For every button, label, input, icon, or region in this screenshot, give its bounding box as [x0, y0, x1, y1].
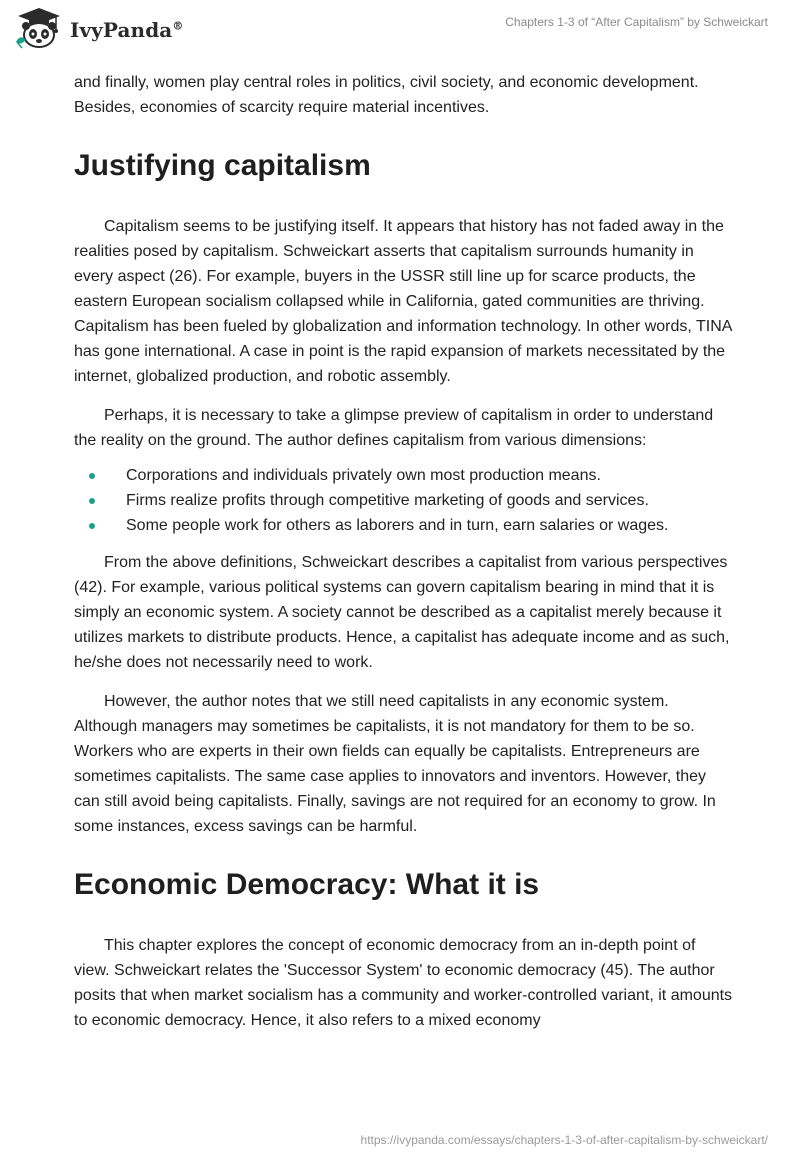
ivypanda-logo[interactable] — [14, 6, 183, 50]
document-title: Chapters 1-3 of “After Capitalism” by Schweickart — [505, 15, 768, 29]
list-item-text: Corporations and individuals privately own most production means. — [126, 467, 601, 484]
intro-paragraph: and finally, women play central roles in politics, civil society, and economic development. Besides, economies of scarcity require material incentives. — [74, 74, 699, 116]
section-heading-justifying-capitalism: Justifying capitalism — [74, 149, 371, 182]
bullet-dot-icon — [89, 523, 95, 529]
list-item — [74, 513, 734, 538]
paragraph: However, the author notes that we still need capitalists in any economic system. Although managers may sometimes be capitalists, it is not mandatory for them to be so. Workers who are experts in their own fields can equally be capitalists. Entrepreneurs are sometimes capitalists. The same case applies to innovators and inventors. However, they can still avoid being capitalists. Finally, savings are not required for an economy to grow. In some instances, excess savings can be harmful. — [74, 693, 716, 835]
bullet-dot-icon — [89, 498, 95, 504]
paragraph: Capitalism seems to be justifying itself. It appears that history has not faded away in the realities posed by capitalism. Schweickart asserts that capitalism surrounds humanity in every aspect (26). For example, buyers in the USSR still line up for scarce products, the eastern European socialism collapsed while in California, gated communities are thriving. Capitalism has been fueled by globalization and information technology. In other words, TINA has gone international. A case in point is the rapid expansion of markets necessitated by the internet, globalized production, and robotic assembly. — [74, 218, 732, 385]
list-item — [74, 463, 734, 488]
bullet-dot-icon — [89, 473, 95, 479]
registered-mark: ® — [172, 19, 184, 33]
essay-content — [74, 70, 734, 1047]
logo-text: IvyPanda® — [70, 18, 184, 42]
list-item — [74, 488, 734, 513]
list-item-text: Firms realize profits through competitive marketing of goods and services. — [126, 492, 649, 509]
page-header — [0, 0, 800, 64]
section-heading-economic-democracy: Economic Democracy: What it is — [74, 868, 540, 901]
source-url[interactable]: https://ivypanda.com/essays/chapters-1-3-of-after-capitalism-by-schweickart/ — [360, 1133, 768, 1147]
paragraph: This chapter explores the concept of economic democracy from an in-depth point of view. Schweickart relates the 'Successor System' to economic democracy (45). The author posits that when market socialism has a community and worker-controlled variant, it amounts to economic democracy. Hence, it also refers to a mixed economy — [74, 937, 733, 1029]
capitalism-definitions-list — [74, 463, 734, 538]
list-item-text: Some people work for others as laborers and in turn, earn salaries or wages. — [126, 517, 669, 534]
paragraph: Perhaps, it is necessary to take a glimpse preview of capitalism in order to understand the reality on the ground. The author defines capitalism from various dimensions: — [74, 407, 714, 449]
paragraph: From the above definitions, Schweickart describes a capitalist from various perspectives (42). For example, various political systems can govern capitalism bearing in mind that it is simply an economic system. A society cannot be described as a capitalist merely because it utilizes markets to distribute products. Hence, a capitalist has adequate income and as such, he/she does not necessarily need to work. — [74, 554, 730, 671]
panda-graduate-icon — [14, 6, 64, 50]
